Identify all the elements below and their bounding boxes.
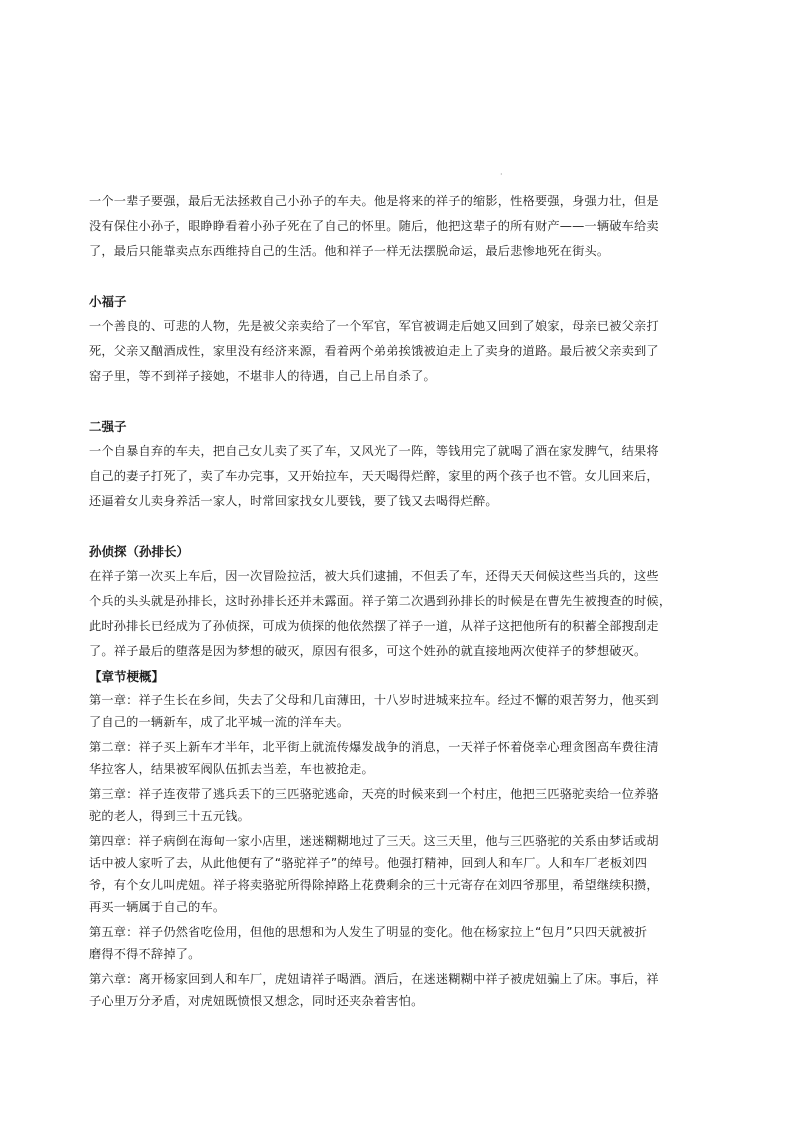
text-line: 了。祥子最后的堕落是因为梦想的破灭，原因有很多，可这个姓孙的就直接地两次使祥子的梦想破灭。: [89, 644, 647, 658]
chapter-summary-4: [89, 830, 701, 918]
text-line: 一个自暴自弃的车夫，把自己女儿卖了买了车，又风光了一阵，等钱用完了就喝了酒在家发脾气，结果将: [89, 444, 659, 458]
text-line: 窑子里，等不到祥子接她，不堪非人的待遇，自己上吊自杀了。: [89, 369, 436, 383]
chapter-summary-2: [89, 736, 701, 780]
text-line: 一个一辈子要强，最后无法拯救自己小孙子的车夫。他是将来的祥子的缩影，性格要强，身强力壮，但是: [89, 194, 659, 208]
text-line: 个兵的头头就是孙排长，这时孙排长还并未露面。祥子第二次遇到孙排长的时候是在曹先生被搜查的时候，: [89, 594, 672, 608]
text-line: 第一章：祥子生长在乡间，失去了父母和几亩薄田，十八岁时进城来拉车。经过不懈的艰苦努力，他买到: [89, 693, 659, 707]
text-line: 磨得不得不辞掉了。: [89, 947, 201, 961]
text-line: 此时孙排长已经成为了孙侦探，可成为侦探的他依然摆了祥子一道，从祥子这把他所有的积蓄全部搜刮走: [89, 619, 659, 633]
section-paragraph-sun-detective: [89, 564, 701, 664]
text-line: 还逼着女儿卖身养活一家人，时常回家找女儿要钱，要了钱又去喝得烂醉。: [89, 494, 498, 508]
text-line: 第六章：离开杨家回到人和车厂，虎妞请祥子喝酒。酒后，在迷迷糊糊中祥子被虎妞骗上了床。事后，祥: [89, 972, 659, 986]
text-line: 没有保住小孙子，眼睁睁看着小孙子死在了自己的怀里。随后，他把这辈子的所有财产——一辆破车给卖: [89, 219, 659, 233]
text-line: 子心里万分矛盾，对虎妞既愤恨又想念，同时还夹杂着害怕。: [89, 994, 424, 1008]
section-title-sun-detective: 孙侦探（孙排长）: [89, 544, 190, 559]
section-title-erqiangzi: 二强子: [89, 419, 127, 434]
text-line: 第三章：祥子连夜带了逃兵丢下的三匹骆驼逃命，天亮的时候来到一个村庄，他把三匹骆驼卖给一位养骆: [89, 787, 659, 801]
document-body: [89, 189, 701, 1015]
chapter-summary-3: [89, 783, 701, 827]
page-mark: ·: [500, 170, 503, 179]
text-line: 再买一辆属于自己的车。: [89, 900, 226, 914]
section-title-xiaofuzi: 小福子: [89, 294, 127, 309]
text-line: 了，最后只能靠卖点东西维持自己的生活。他和祥子一样无法摆脱命运，最后悲惨地死在街头。: [89, 244, 610, 258]
text-line: 第二章：祥子买上新车才半年，北平街上就流传爆发战争的消息，一天祥子怀着侥幸心理贪图高车费往清: [89, 740, 659, 754]
text-line: 在祥子第一次买上车后，因一次冒险拉活，被大兵们逮捕，不但丢了车，还得天天伺候这些当兵的，这些: [89, 569, 659, 583]
text-line: 驼的老人，得到三十五元钱。: [89, 809, 251, 823]
section-paragraph-erqiangzi: [89, 439, 701, 514]
chapter-summary-1: [89, 689, 701, 733]
text-line: 华拉客人，结果被军阀队伍抓去当差，车也被抢走。: [89, 762, 374, 776]
text-line: 话中被人家听了去，从此他便有了“骆驼祥子”的绰号。他强打精神，回到人和车厂。人和车厂老板刘四: [89, 856, 648, 870]
chapter-summary-5: [89, 921, 701, 965]
text-line: 爷，有个女儿叫虎妞。祥子将卖骆驼所得除掉路上花费剩余的三十元寄存在刘四爷那里，希望继续积攒，: [89, 878, 659, 892]
section-paragraph-xiaofuzi: [89, 314, 701, 389]
text-line: 自己的妻子打死了，卖了车办完事，又开始拉车，天天喝得烂醉，家里的两个孩子也不管。女儿回来后，: [89, 469, 659, 483]
text-line: 一个善良的、可悲的人物，先是被父亲卖给了一个军官，军官被调走后她又回到了娘家，母亲已被父亲打: [89, 319, 659, 333]
intro-paragraph: [89, 189, 701, 264]
text-line: 了自己的一辆新车，成了北平城一流的洋车夫。: [89, 715, 350, 729]
text-line: 第四章：祥子病倒在海甸一家小店里，迷迷糊糊地过了三天。这三天里，他与三匹骆驼的关系由梦话或胡: [89, 834, 659, 848]
text-line: 死，父亲又酗酒成性，家里没有经济来源，看着两个弟弟挨饿被迫走上了卖身的道路。最后被父亲卖到了: [89, 344, 659, 358]
chapter-summary-6: [89, 968, 701, 1012]
text-line: 第五章：祥子仍然省吃俭用，但他的思想和为人发生了明显的变化。他在杨家拉上“包月”只四天就被折: [89, 925, 648, 939]
chapters-heading: 【章节梗概】: [89, 669, 165, 684]
